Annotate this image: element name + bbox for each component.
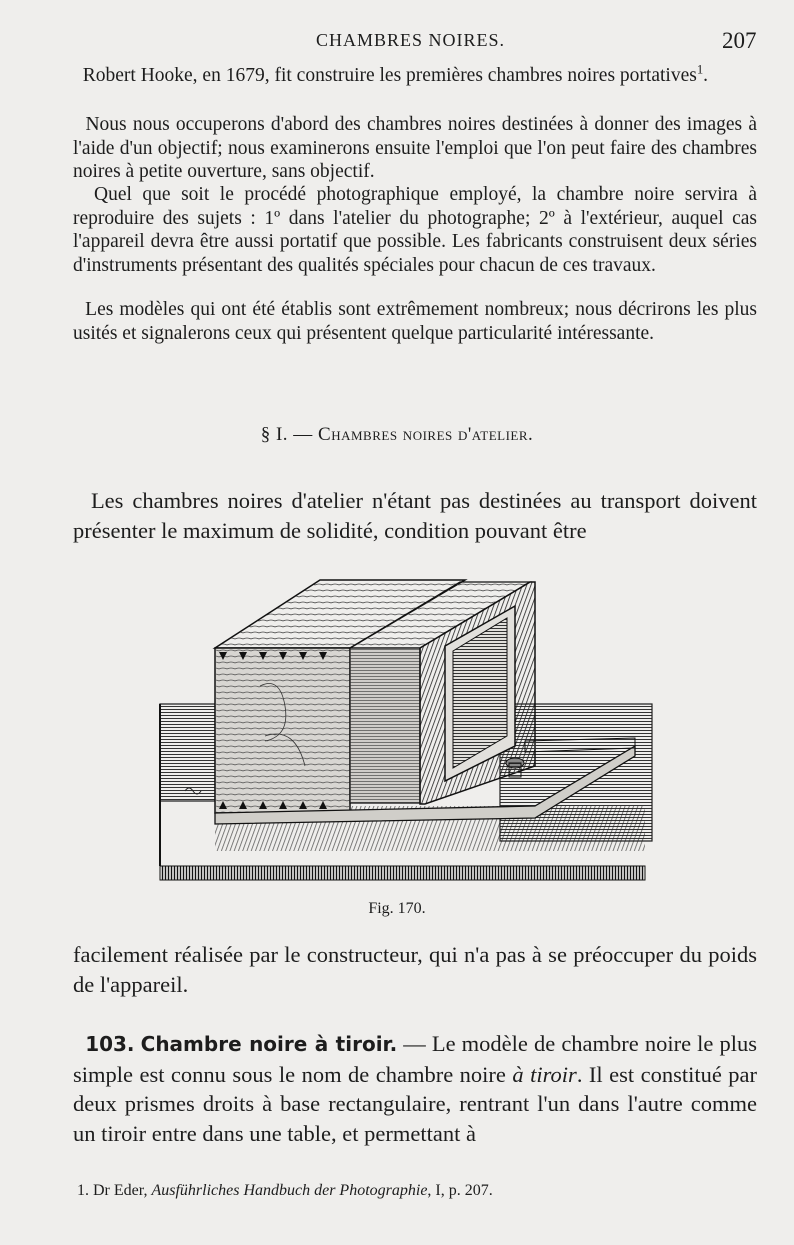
paragraph-text: . Il est constitué par deux prismes droits à base rectangulaire, rentrant l'un dans l'autre comme un tiroir entre dans une table, et permettant à	[73, 1061, 758, 1146]
page-number: 207	[722, 28, 757, 53]
figure-caption: Fig. 170.	[368, 900, 426, 917]
camera-engraving	[155, 576, 655, 886]
paragraph-objectif	[73, 113, 757, 184]
paragraph-constructeur	[73, 940, 757, 999]
paragraph-text: Robert Hooke, en 1679, fit construire les premières chambres noires portatives	[82, 65, 697, 86]
paragraph-procede	[73, 183, 757, 277]
paragraph-atelier	[73, 486, 757, 545]
section-heading	[0, 424, 794, 446]
figure-engraving	[155, 576, 655, 886]
paragraph-text: Nous nous occuperons d'abord des chambres noires destinées à donner des images à l'aide d'un objectif; nous examinerons ensuite l'emploi que l'on peut faire des chambres noires à petite ouverture, sans objectif.	[73, 114, 758, 182]
section-title: Chambres noires d'atelier.	[318, 424, 534, 445]
paragraph-tiroir	[73, 1029, 757, 1148]
paragraph-modeles	[73, 298, 757, 345]
paragraph-text: Quel que soit le procédé photographique employé, la chambre noire servira à reproduire des sujets : 1º dans l'atelier du photographe; 2º à l'extérieur, auquel cas l'appareil devra être aussi portatif que possible. Les fabricants construisent deux séries d'instruments présentant des qualités spéciales pour chacun de ces travaux.	[73, 184, 757, 276]
paragraph-text: Les chambres noires d'atelier n'étant pas destinées au transport doivent présenter le maximum de solidité, condition pouvant être	[73, 488, 758, 543]
page-header	[0, 28, 794, 58]
article-number: 103.	[85, 1032, 135, 1056]
paragraph-text: Les modèles qui ont été établis sont extrêmement nombreux; nous décrirons les plus usités et signalerons ceux qui présentent quelque particularité intéressante.	[73, 299, 757, 344]
footnote-marker: 1	[696, 62, 704, 77]
section-prefix: § I. —	[260, 424, 313, 445]
article-dash: —	[403, 1031, 426, 1056]
paragraph-text: facilement réalisée par le constructeur, qui n'a pas à se préoccuper du poids de l'appareil.	[73, 942, 757, 997]
footnote	[77, 1182, 757, 1200]
footnote-ref: , I, p. 207.	[427, 1182, 493, 1199]
paragraph-text: Le modèle de chambre noire le plus simple est connu sous le nom de chambre noire	[73, 1031, 758, 1087]
article-title: Chambre noire à tiroir.	[140, 1032, 398, 1056]
footnote-number: 1.	[77, 1182, 89, 1199]
running-title: CHAMBRES NOIRES.	[316, 30, 506, 50]
footnote-title: Ausführliches Handbuch der Photographie	[151, 1182, 428, 1199]
paragraph-hooke: Robert Hooke, en 1679, fit construire les premières chambres noires portatives$^1$.	[82, 62, 709, 86]
footnote-author: Dr Eder,	[93, 1182, 148, 1199]
italic-term: à tiroir	[512, 1061, 577, 1087]
